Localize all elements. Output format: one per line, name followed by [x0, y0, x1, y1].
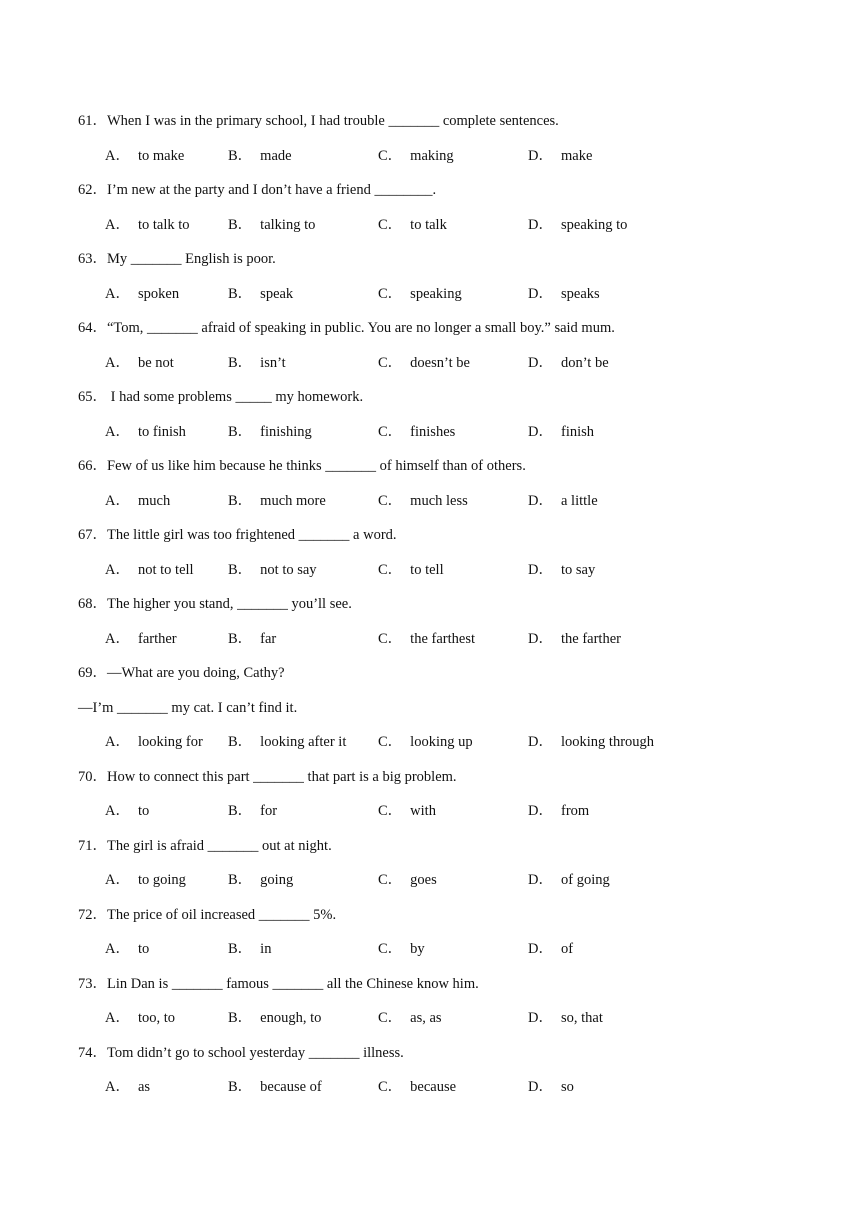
option-letter: D．: [528, 285, 553, 302]
option-letter: B．: [228, 803, 253, 819]
option-d: [528, 1009, 603, 1027]
option-a: [105, 940, 149, 958]
options-row: [0, 492, 860, 510]
option-letter: D．: [528, 1010, 553, 1026]
option-text: be not: [137, 354, 174, 371]
option-text: making: [410, 147, 454, 164]
option-c: [378, 561, 444, 579]
option-text: so: [560, 1079, 574, 1095]
option-letter: A．: [105, 734, 130, 750]
option-a: [105, 1009, 175, 1027]
option-text: goes: [410, 872, 437, 888]
option-letter: C．: [378, 872, 403, 888]
option-c: [378, 147, 454, 165]
option-c: [378, 1009, 442, 1027]
option-a: [105, 802, 149, 820]
option-a: [105, 423, 186, 441]
question-number: 64．: [78, 320, 107, 336]
option-letter: A．: [105, 147, 130, 164]
option-text: the farther: [560, 630, 621, 647]
question-number: 68．: [78, 596, 107, 612]
option-letter: A．: [105, 423, 130, 440]
option-d: [528, 630, 621, 648]
option-letter: A．: [105, 1079, 130, 1095]
options-row: [0, 285, 860, 303]
option-letter: B．: [228, 1079, 253, 1095]
option-text: speaks: [560, 285, 600, 302]
option-text: from: [560, 803, 590, 819]
question-stem: [78, 768, 457, 786]
option-letter: C．: [378, 734, 403, 750]
option-a: [105, 871, 186, 889]
option-letter: B．: [228, 285, 253, 302]
option-d: [528, 940, 573, 958]
option-text: much: [137, 492, 171, 509]
option-b: [228, 733, 346, 751]
option-text: going: [260, 872, 294, 888]
option-letter: B．: [228, 216, 253, 233]
options-row: [0, 423, 860, 441]
option-text: so, that: [560, 1010, 603, 1026]
option-letter: A．: [105, 1010, 130, 1026]
question-number: 72．: [78, 906, 107, 923]
question-stem: [78, 1044, 404, 1062]
question-number: 67．: [78, 527, 107, 543]
option-b: [228, 1078, 322, 1096]
question-number: 61．: [78, 113, 107, 129]
option-text: don’t be: [560, 354, 609, 371]
option-letter: C．: [378, 147, 403, 164]
question-stem: [78, 250, 276, 268]
option-text: far: [260, 630, 277, 647]
option-b: [228, 630, 276, 648]
option-text: with: [410, 803, 436, 819]
option-letter: B．: [228, 1010, 253, 1026]
option-text: as, as: [410, 1010, 442, 1026]
option-text: speaking to: [560, 216, 628, 233]
question-stem: [78, 319, 615, 337]
option-c: [378, 216, 447, 234]
option-d: [528, 492, 598, 510]
option-d: [528, 733, 654, 751]
question-stem: [78, 112, 559, 130]
option-text: a little: [560, 492, 598, 509]
question-stem: [78, 526, 397, 544]
option-text: much less: [410, 492, 468, 509]
option-d: [528, 147, 592, 165]
option-text: looking after it: [260, 734, 347, 750]
question-stem: [78, 837, 332, 855]
option-text: to tell: [410, 561, 444, 578]
option-text: looking for: [137, 734, 203, 750]
options-row: [0, 871, 860, 889]
options-row: [0, 1009, 860, 1027]
option-text: by: [410, 941, 425, 957]
option-letter: B．: [228, 872, 253, 888]
option-c: [378, 492, 468, 510]
option-text: to finish: [137, 423, 186, 440]
option-letter: B．: [228, 147, 253, 164]
option-letter: C．: [378, 941, 403, 957]
option-text: make: [560, 147, 593, 164]
option-letter: A．: [105, 216, 130, 233]
option-b: [228, 492, 326, 510]
options-row: [0, 561, 860, 579]
option-text: doesn’t be: [410, 354, 470, 371]
option-text: spoken: [137, 285, 180, 302]
question-number: 74．: [78, 1044, 107, 1061]
option-text: finish: [560, 423, 595, 440]
option-d: [528, 802, 589, 820]
question-stem: [78, 181, 436, 199]
option-text: looking up: [410, 734, 473, 750]
options-row: [0, 216, 860, 234]
option-b: [228, 423, 312, 441]
option-letter: C．: [378, 1079, 403, 1095]
option-b: [228, 940, 271, 958]
question-stem: [78, 457, 526, 475]
option-text: to going: [137, 872, 186, 888]
option-letter: D．: [528, 354, 553, 371]
question-text: The little girl was too frightened _______ a word.: [107, 527, 397, 543]
option-d: [528, 561, 595, 579]
option-text: to make: [137, 147, 185, 164]
option-a: [105, 733, 203, 751]
question-text: I’m new at the party and I don’t have a friend ________.: [107, 182, 437, 198]
option-c: [378, 354, 470, 372]
options-row: [0, 733, 860, 751]
question-text: “Tom, _______ afraid of speaking in public. You are no longer a small boy.” said mum.: [107, 320, 615, 336]
option-letter: A．: [105, 803, 130, 819]
option-letter: D．: [528, 630, 553, 647]
option-text: finishes: [410, 423, 456, 440]
option-letter: A．: [105, 354, 130, 371]
option-letter: C．: [378, 561, 403, 578]
option-text: because of: [260, 1079, 322, 1095]
option-letter: A．: [105, 872, 130, 888]
option-c: [378, 630, 475, 648]
option-text: looking through: [560, 734, 655, 750]
options-row: [0, 802, 860, 820]
option-letter: A．: [105, 285, 130, 302]
option-letter: D．: [528, 492, 553, 509]
option-letter: A．: [105, 561, 130, 578]
option-b: [228, 147, 292, 165]
question-text: —What are you doing, Cathy?: [107, 665, 285, 681]
options-row: [0, 630, 860, 648]
question-text: How to connect this part _______ that part is a big problem.: [107, 768, 457, 785]
question-number: 66．: [78, 458, 107, 474]
options-row: [0, 354, 860, 372]
option-letter: B．: [228, 354, 253, 371]
question-number: 69．: [78, 665, 107, 681]
option-letter: B．: [228, 423, 253, 440]
question-text: The price of oil increased _______ 5%.: [107, 906, 337, 923]
question-text: Tom didn’t go to school yesterday _______ illness.: [107, 1044, 404, 1061]
option-letter: C．: [378, 354, 403, 371]
option-letter: C．: [378, 423, 403, 440]
option-b: [228, 216, 315, 234]
option-a: [105, 492, 170, 510]
option-letter: D．: [528, 147, 553, 164]
option-text: of: [560, 941, 574, 957]
option-text: speak: [260, 285, 294, 302]
option-b: [228, 285, 293, 303]
option-a: [105, 630, 177, 648]
option-text: not to tell: [137, 561, 194, 578]
option-letter: C．: [378, 492, 403, 509]
option-text: to: [137, 941, 150, 957]
option-c: [378, 423, 455, 441]
question-stem: [78, 906, 336, 924]
option-c: [378, 940, 425, 958]
option-d: [528, 423, 594, 441]
option-text: enough, to: [260, 1010, 322, 1026]
option-letter: C．: [378, 216, 403, 233]
option-text: much more: [260, 492, 326, 509]
option-text: talking to: [260, 216, 316, 233]
option-text: of going: [560, 872, 610, 888]
option-b: [228, 802, 277, 820]
options-row: [0, 147, 860, 165]
option-d: [528, 216, 627, 234]
option-b: [228, 871, 293, 889]
option-text: farther: [137, 630, 177, 647]
question-stem: [78, 388, 363, 406]
option-text: speaking: [410, 285, 462, 302]
question-number: 65．: [78, 389, 107, 405]
question-stem: [78, 664, 285, 682]
question-text: When I was in the primary school, I had trouble _______ complete sentences.: [107, 113, 559, 129]
option-letter: D．: [528, 734, 553, 750]
option-letter: D．: [528, 803, 553, 819]
question-text: Few of us like him because he thinks _______ of himself than of others.: [107, 458, 526, 474]
options-row: [0, 940, 860, 958]
question-text: The higher you stand, _______ you’ll see.: [107, 596, 352, 612]
option-text: to say: [560, 561, 596, 578]
option-d: [528, 1078, 574, 1096]
option-b: [228, 561, 317, 579]
option-letter: B．: [228, 561, 253, 578]
option-text: made: [260, 147, 292, 164]
option-letter: D．: [528, 872, 553, 888]
option-text: to talk to: [137, 216, 190, 233]
option-letter: D．: [528, 423, 553, 440]
question-stem: [78, 975, 479, 993]
option-letter: B．: [228, 492, 253, 509]
option-letter: C．: [378, 1010, 403, 1026]
option-text: to talk: [410, 216, 447, 233]
option-text: to: [137, 803, 150, 819]
option-letter: C．: [378, 630, 403, 647]
option-b: [228, 1009, 321, 1027]
option-text: the farthest: [410, 630, 475, 647]
question-text: Lin Dan is _______ famous _______ all the Chinese know him.: [107, 975, 479, 992]
option-text: isn’t: [260, 354, 286, 371]
question-text: My _______ English is poor.: [107, 251, 276, 267]
option-a: [105, 1078, 150, 1096]
option-c: [378, 285, 462, 303]
option-letter: B．: [228, 734, 253, 750]
option-letter: A．: [105, 492, 130, 509]
option-letter: B．: [228, 630, 253, 647]
options-row: [0, 1078, 860, 1096]
option-a: [105, 147, 184, 165]
option-text: as: [137, 1079, 151, 1095]
option-text: not to say: [260, 561, 317, 578]
option-letter: D．: [528, 216, 553, 233]
question-text: I had some problems _____ my homework.: [107, 389, 364, 405]
option-letter: A．: [105, 941, 130, 957]
option-c: [378, 802, 436, 820]
option-letter: D．: [528, 561, 553, 578]
option-d: [528, 285, 600, 303]
option-a: [105, 216, 190, 234]
option-letter: C．: [378, 285, 403, 302]
option-letter: D．: [528, 941, 553, 957]
option-c: [378, 733, 473, 751]
option-text: because: [410, 1079, 457, 1095]
option-a: [105, 561, 194, 579]
option-letter: C．: [378, 803, 403, 819]
question-continuation: —I’m _______ my cat. I can’t find it.: [78, 699, 298, 716]
question-number: 71．: [78, 837, 107, 854]
option-d: [528, 871, 610, 889]
question-text: The girl is afraid _______ out at night.: [107, 837, 332, 854]
option-b: [228, 354, 286, 372]
option-letter: A．: [105, 630, 130, 647]
question-stem: [78, 595, 352, 613]
option-letter: B．: [228, 941, 253, 957]
option-letter: D．: [528, 1079, 553, 1095]
option-c: [378, 1078, 456, 1096]
option-text: for: [260, 803, 278, 819]
option-text: too, to: [137, 1010, 176, 1026]
question-number: 70．: [78, 768, 107, 785]
option-a: [105, 285, 179, 303]
option-text: in: [260, 941, 272, 957]
question-number: 63．: [78, 251, 107, 267]
option-text: finishing: [260, 423, 312, 440]
option-c: [378, 871, 437, 889]
option-d: [528, 354, 609, 372]
question-number: 62．: [78, 182, 107, 198]
option-a: [105, 354, 174, 372]
question-number: 73．: [78, 975, 107, 992]
